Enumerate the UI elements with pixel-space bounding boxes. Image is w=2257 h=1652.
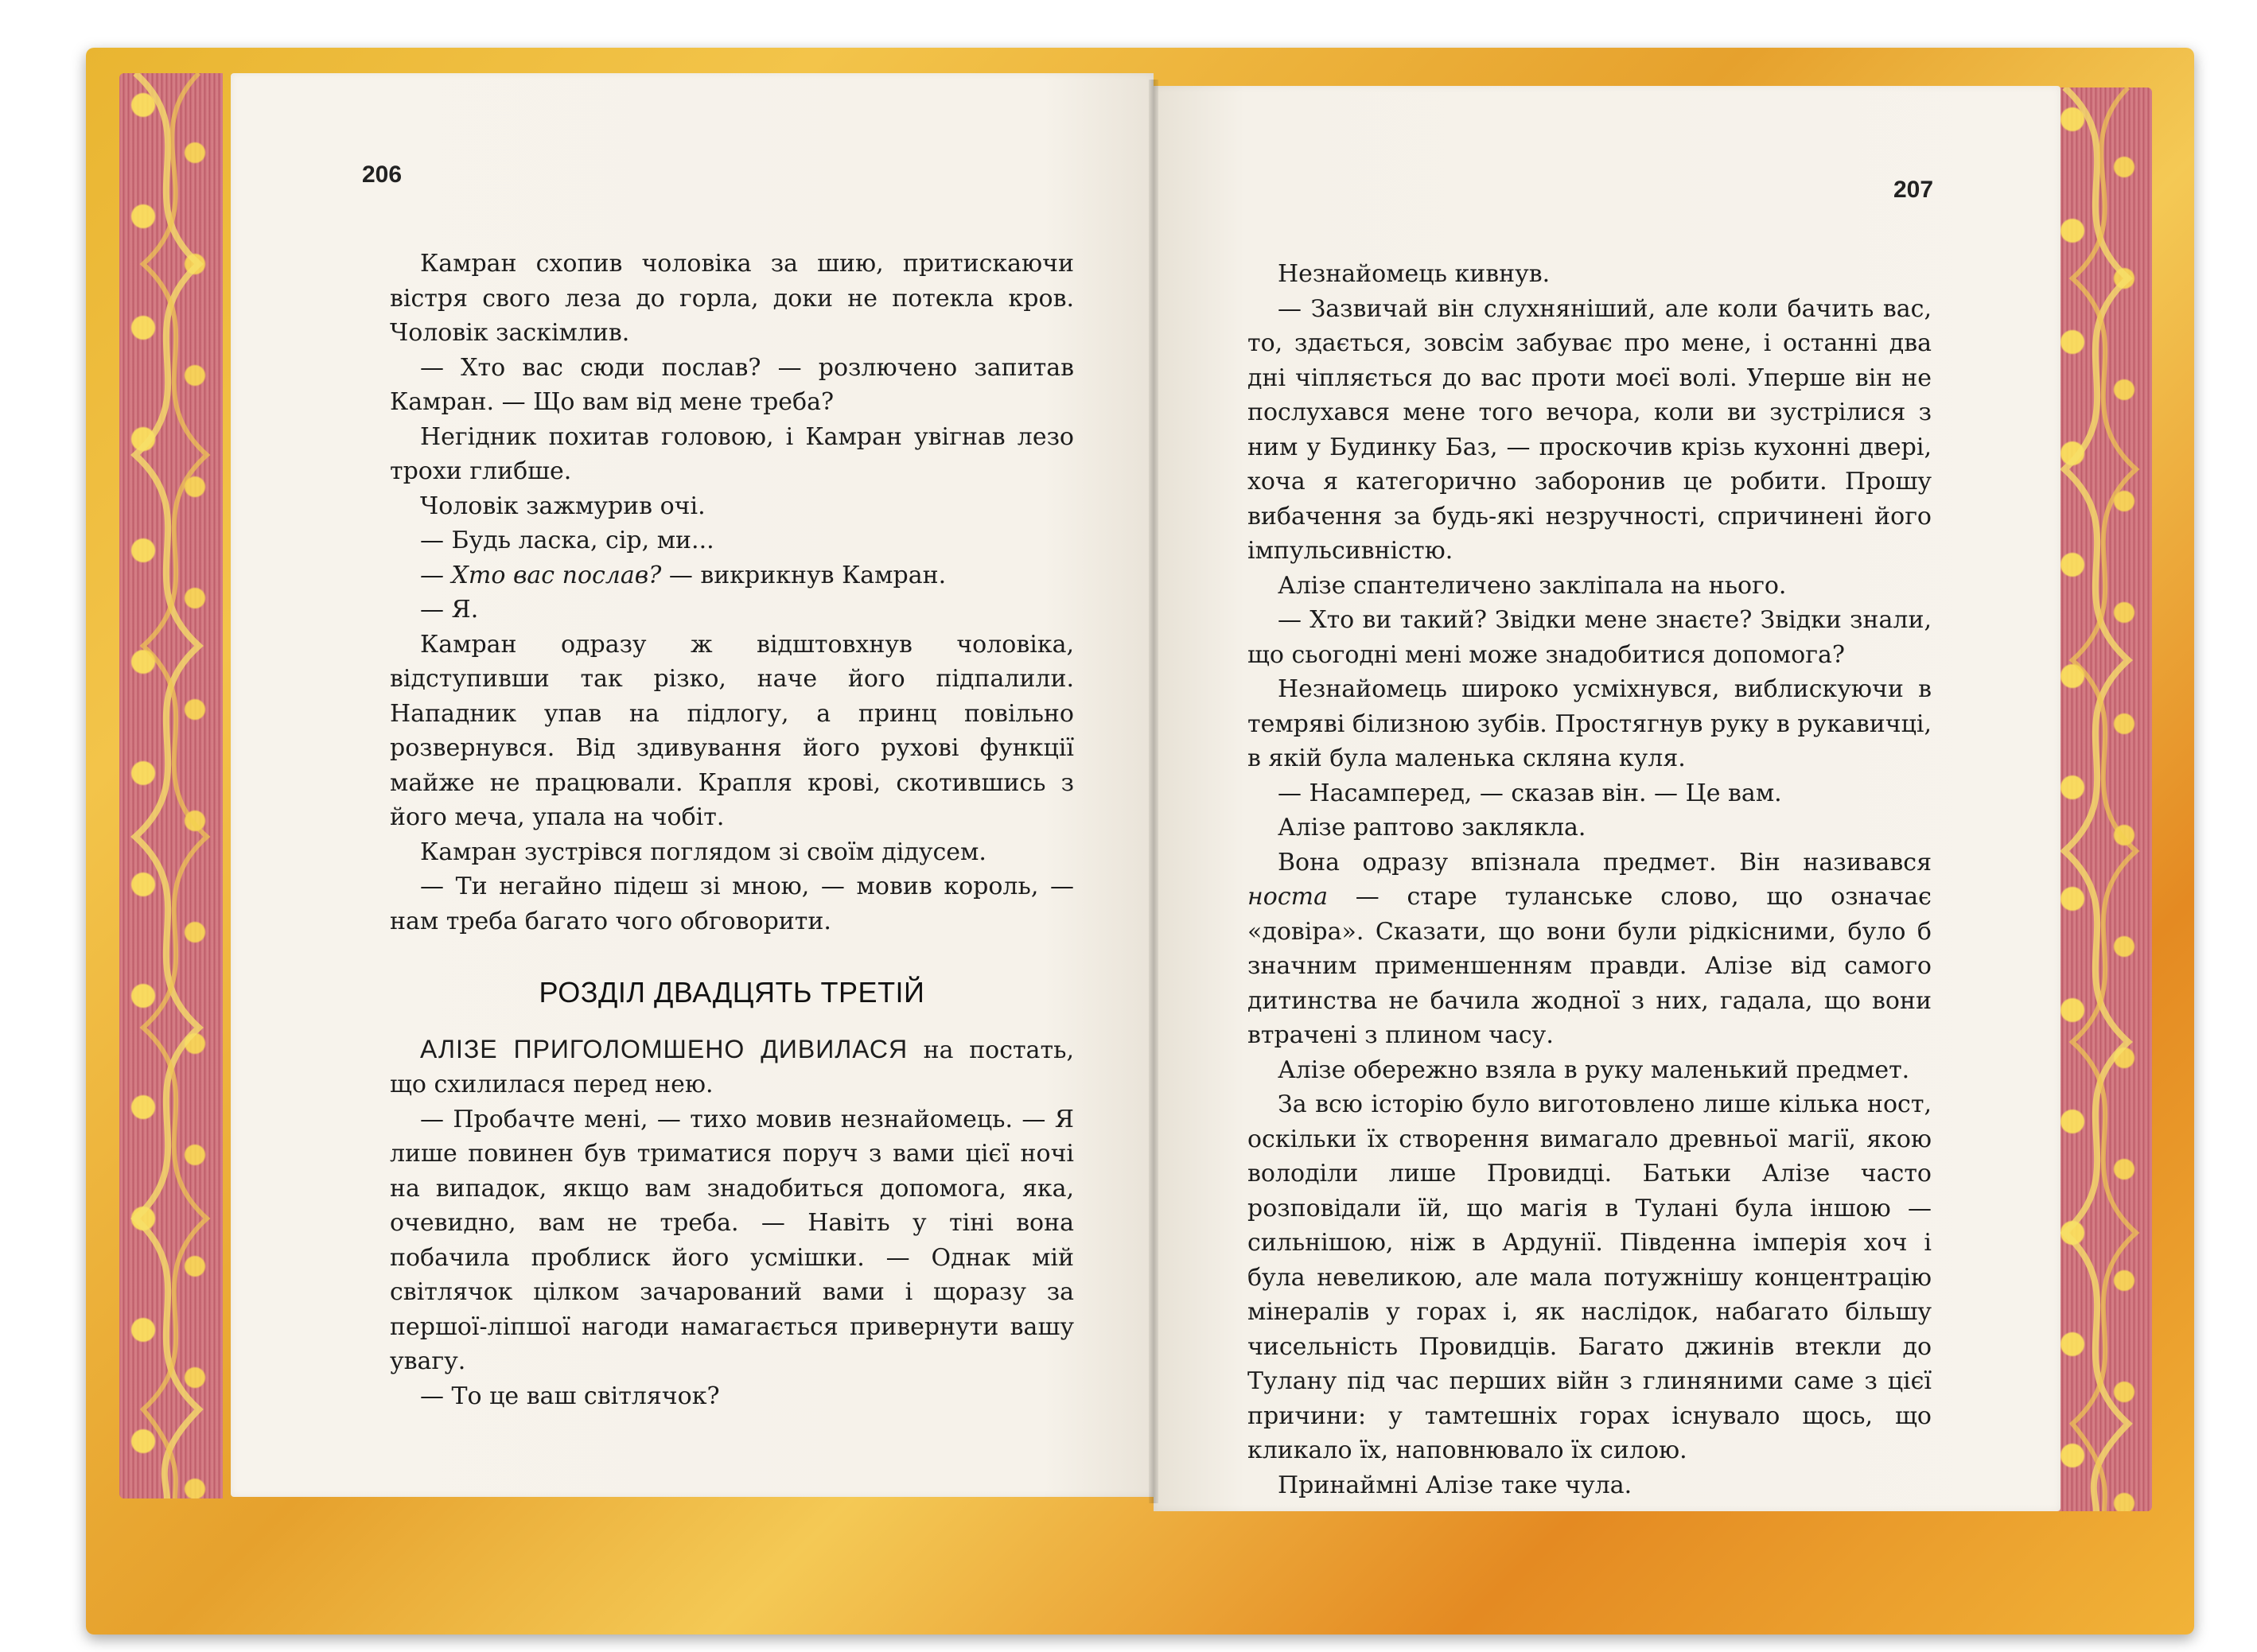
paragraph: — Я. — [420, 596, 479, 624]
paragraph: — Насамперед, — сказав він. — Це вам. — [1278, 779, 1782, 807]
paragraph: Алізе раптово заклякла. — [1278, 814, 1586, 842]
nosta-before: Вона одразу впізнала предмет. Він називався — [1278, 848, 1932, 877]
ornament-swirl-icon — [119, 73, 223, 1498]
paragraph: Алізе обережно взяла в руку маленький предмет. — [1278, 1055, 1910, 1084]
nosta-italic: носта — [1247, 883, 1328, 911]
right-page-text — [1247, 257, 1932, 1502]
paragraph: Незнайомець кивнув. — [1278, 260, 1551, 288]
paragraph: — Будь ласка, сір, ми... — [420, 527, 714, 554]
paragraph: — То це ваш світлячок? — [420, 1382, 720, 1410]
paragraph — [390, 558, 1074, 593]
paragraph: Незнайомець широко усміхнувся, виблискуючи в темряві білизною зубів. Простягнув руку в рукавичці, в якій була маленька скляна куля. — [1247, 675, 1932, 772]
chapter-opening — [390, 1032, 1074, 1102]
speech-tag: — викрикнув Камран. — [661, 561, 947, 589]
paragraph: — Хто вас сюди послав? — розлючено запитав Камран. — Що вам від мене треба? — [390, 353, 1074, 416]
paragraph: Камран схопив чоловіка за шию, притискаючи вістря свого леза до горла, доки не потекла кров. Чоловік заскімлив. — [390, 250, 1074, 347]
paragraph: Камран зустрівся поглядом зі своїм дідусем. — [420, 838, 986, 866]
paragraph: За всю історію було виготовлено лише кілька ност, оскільки їх створення вимагало древньої магії, якою володіли лише Провидці. Батьки Алізе часто розповідали їй, що магія в Тулані була іншою — сильнішою, ніж в Ардунії. Південна імперія хоч і була невеликою, але мала потужнішу концентрацію мінералів у горах і, як наслідок, набагато більшу чисельність Провидців. Багато джинів втекли до Тулану під час перших війн з глиняними саме з цієї причини: у тамтешніх горах існувало щось, що кликало їх, наповнювало їх силою. — [1247, 1090, 1932, 1464]
chapter-opening-rest: на постать, що схилилася перед нею. — [390, 1036, 1074, 1098]
italic-speech: — Хто вас послав? — [420, 561, 662, 589]
left-page-text — [390, 247, 1074, 1413]
paragraph: Камран одразу ж відштовхнув чоловіка, відступивши так різко, наче його підпалили. Нападник упав на підлогу, а принц повільно розвернувся. Від здивування його рухові функції майже не працювали. Крапля крові, скотившись з його меча, упала на чобіт. — [390, 630, 1074, 831]
chapter-opening-caps: АЛІЗЕ ПРИГОЛОМШЕНО ДИВИЛАСЯ — [420, 1034, 909, 1063]
paragraph: — Пробачте мені, — тихо мовив незнайомець. — Я лише повинен був триматися поруч з вами цієї ночі на випадок, якщо вам знадобиться допомога, яка, очевидно, вам не треба. — Навіть у тіні вона побачила проблиск його усмішки. — Однак мій світлячок цілком зачарований вами і щоразу за першої-ліпшої нагоди намагається привернути вашу увагу. — [390, 1105, 1074, 1375]
chapter-title: РОЗДІЛ ДВАДЦЯТЬ ТРЕТІЙ — [539, 976, 925, 1009]
page-number-right: 207 — [1893, 177, 1934, 203]
page-number-left: 206 — [362, 161, 403, 188]
paragraph: — Зазвичай він слухняніший, але коли бачить вас, то, здається, зовсім забуває про мене, і останні два дні чіпляється до вас проти моєї волі. Уперше він не послухався мене того вечора, коли ви зустрілися з ним у Будинку Баз, — проскочив крізь кухонні двері, хоча я категорично заборонив це робити. Прошу вибачення за будь-які незручності, спричинені його імпульсивністю. — [1247, 294, 1932, 565]
paragraph: — Ти негайно підеш зі мною, — мовив король, — нам треба багато чого обговорити. — [390, 873, 1074, 935]
paragraph — [1247, 845, 1932, 1053]
paragraph: Принаймні Алізе таке чула. — [1278, 1471, 1632, 1499]
right-page-edge-ornament — [2049, 87, 2152, 1511]
nosta-after: — старе туланське слово, що означає «довіра». Сказати, що вони були рідкісними, було б значним применшенням правди. Алізе від самого дитинства не бачила жодної з них, гадала, що вони втрачені з плином часу. — [1247, 883, 1932, 1049]
paragraph: Негідник похитав головою, і Камран увігнав лезо трохи глибше. — [390, 422, 1074, 485]
left-page-edge-ornament — [119, 73, 223, 1498]
paragraph: Алізе спантеличено закліпала на нього. — [1278, 571, 1787, 600]
ornament-swirl-icon — [2049, 87, 2152, 1511]
paragraph: Чоловік зажмурив очі. — [420, 492, 706, 520]
book-gutter — [1149, 80, 1158, 1503]
paragraph: — Хто ви такий? Звідки мене знаєте? Звідки знали, що сьогодні мені може знадобитися допомога? — [1247, 606, 1932, 669]
